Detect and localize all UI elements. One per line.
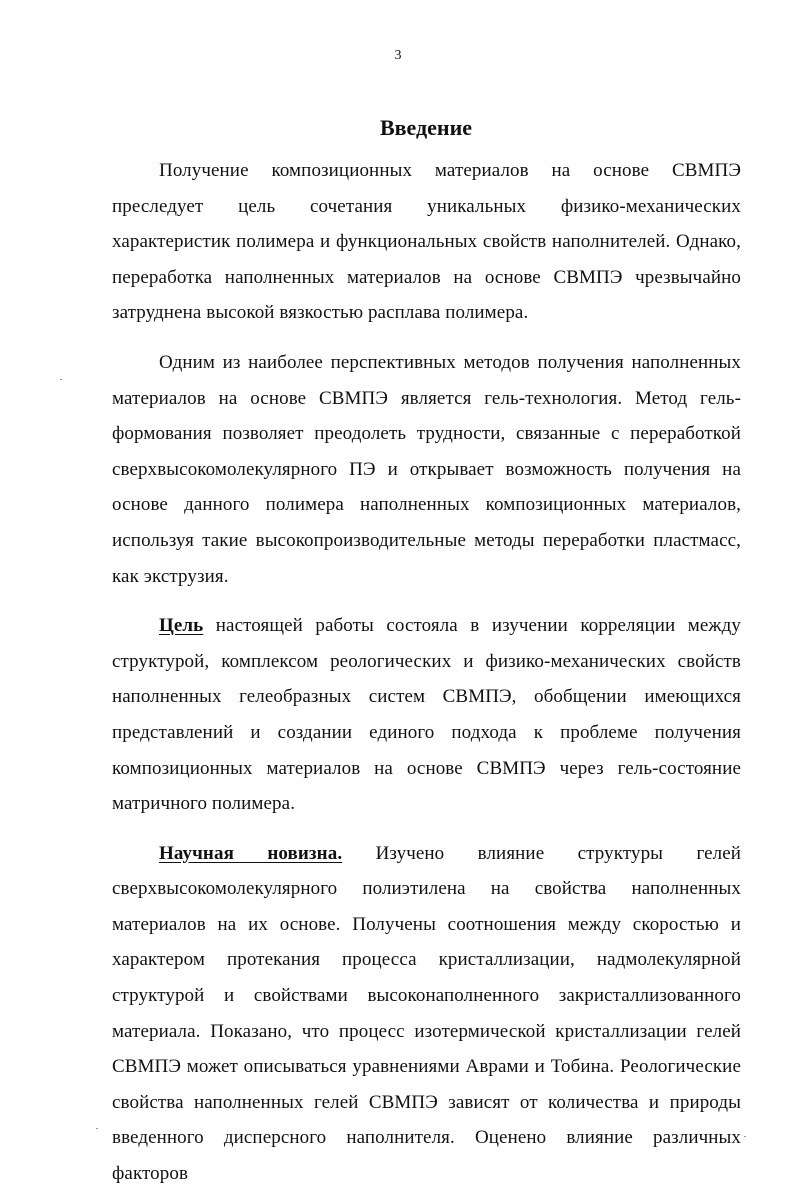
paragraph-text: настоящей работы состояла в изучении корреляции между структурой, комплексом реологических и физико-механических свойств наполненных гелеобразных систем СВМПЭ, обобщении имеющихся представлений и создании единого подхода к проблеме получения композиционных материалов на основе СВМПЭ через гель-состояние матричного полимера. — [112, 615, 741, 815]
novelty-heading: Научная новизна. — [159, 842, 343, 864]
scan-speck — [744, 1136, 746, 1137]
paragraph-text: Одним из наиболее перспективных методов получения наполненных материалов на основе СВМПЭ является гель-технология. Метод гель-формования позволяет преодолеть трудности, связанные с переработкой сверхвысокомолекулярного ПЭ и открывает возможность получения на основе данного полимера наполненных композиционных материалов, используя такие высокопроизводительные методы переработки пластмасс, как экструзия. — [112, 351, 741, 587]
scan-speck — [60, 379, 62, 380]
paragraph-intro — [112, 153, 741, 331]
paragraph-text: Изучено влияние структуры гелей сверхвысокомолекулярного полиэтилена на свойства наполненных материалов на их основе. Получены соотношения между скоростью и характером протекания процесса кристаллизации, надмолекулярной структурой и свойствами высоконаполненного закристаллизованного материала. Показано, что процесс изотермической кристаллизации гелей СВМПЭ может описываться уравнениями Аврами и Тобина. Реологические свойства наполненных гелей СВМПЭ зависят от количества и природы введенного дисперсного наполнителя. Оценено влияние различных факторов — [112, 842, 741, 1185]
paragraph-goal — [112, 608, 741, 822]
page-number: 3 — [394, 48, 402, 63]
paragraph-text: Получение композиционных материалов на основе СВМПЭ преследует цель сочетания уникальных физико-механических характеристик полимера и функциональных свойств наполнителей. Однако, переработка наполненных материалов на основе СВМПЭ чрезвычайно затруднена высокой вязкостью расплава полимера. — [112, 160, 741, 324]
body-text — [112, 153, 741, 1192]
goal-heading: Цель — [159, 615, 204, 637]
page-title: Введение — [379, 115, 473, 140]
paragraph-gel-technology — [112, 345, 741, 594]
paragraph-novelty — [112, 836, 741, 1192]
scan-speck — [96, 1128, 98, 1129]
